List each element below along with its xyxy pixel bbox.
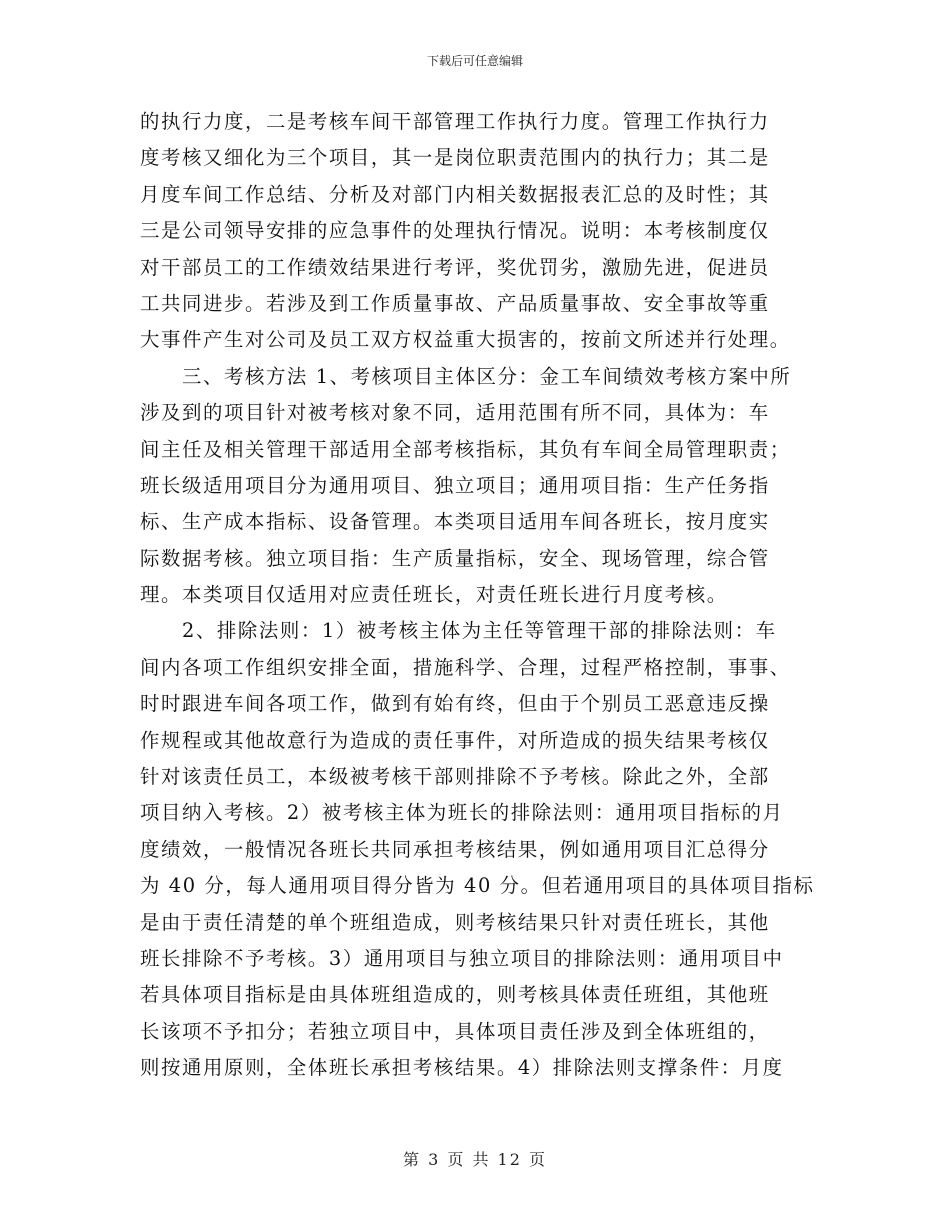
text-line: 理。本类项目仅适用对应责任班长，对责任班长进行月度考核。 [140,583,728,607]
text-line: 时时跟进车间各项工作，做到有始有终，但由于个别员工恶意违反操 [140,692,770,716]
text-line: 若具体项目指标是由具体班组造成的，则考核具体责任班组，其他班 [140,983,770,1007]
text-line: 为 40 分，每人通用项目得分皆为 40 分。但若通用项目的具体项目指标 [140,874,815,898]
text-line: 际数据考核。独立项目指：生产质量指标，安全、现场管理，综合管 [140,546,770,570]
text-line: 班长排除不予考核。3）通用项目与独立项目的排除法则：通用项目中 [140,946,784,970]
text-line: 度绩效，一般情况各班长共同承担考核结果，例如通用项目汇总得分 [140,837,770,861]
page-number: 第 3 页 共 12 页 [403,1150,547,1169]
text-line: 长该项不予扣分；若独立项目中，具体项目责任涉及到全体班组的， [140,1019,770,1043]
text-line: 月度车间工作总结、分析及对部门内相关数据报表汇总的及时性；其 [140,182,770,206]
text-line: 作规程或其他故意行为造成的责任事件，对所造成的损失结果考核仅 [140,728,770,752]
text-line: 度考核又细化为三个项目，其一是岗位职责范围内的执行力；其二是 [140,146,770,170]
text-line: 涉及到的项目针对被考核对象不同，适用范围有所不同，具体为：车 [140,401,770,425]
text-line: 大事件产生对公司及员工双方权益重大损害的，按前文所述并行处理。 [140,328,791,352]
text-line: 间主任及相关管理干部适用全部考核指标，其负有车间全局管理职责； [140,437,791,461]
body-text [140,104,820,1087]
text-line: 标、生产成本指标、设备管理。本类项目适用车间各班长，按月度实 [140,510,770,534]
text-line: 项目纳入考核。2）被考核主体为班长的排除法则：通用项目指标的月 [140,801,784,825]
text-line: 三是公司领导安排的应急事件的处理执行情况。说明：本考核制度仅 [140,219,770,243]
text-line: 工共同进步。若涉及到工作质量事故、产品质量事故、安全事故等重 [140,291,770,315]
text-line: 对干部员工的工作绩效结果进行考评，奖优罚劣，激励先进，促进员 [140,255,770,279]
text-line: 针对该责任员工，本级被考核干部则排除不予考核。除此之外，全部 [140,765,770,789]
text-line: 班长级适用项目分为通用项目、独立项目；通用项目指：生产任务指 [140,473,770,497]
text-line: 三、考核方法 1、考核项目主体区分：金工车间绩效考核方案中所 [140,364,792,388]
text-line: 的执行力度，二是考核车间干部管理工作执行力度。管理工作执行力 [140,110,770,133]
text-line: 2、排除法则：1）被考核主体为主任等管理干部的排除法则：车 [140,619,777,643]
page-header: 下载后可任意编辑 [426,54,523,68]
text-line: 间内各项工作组织安排全面，措施科学、合理，过程严格控制，事事、 [140,655,791,679]
text-line: 则按通用原则，全体班长承担考核结果。4）排除法则支撑条件：月度 [140,1056,784,1080]
text-line: 是由于责任清楚的单个班组造成，则考核结果只针对责任班长，其他 [140,910,770,934]
